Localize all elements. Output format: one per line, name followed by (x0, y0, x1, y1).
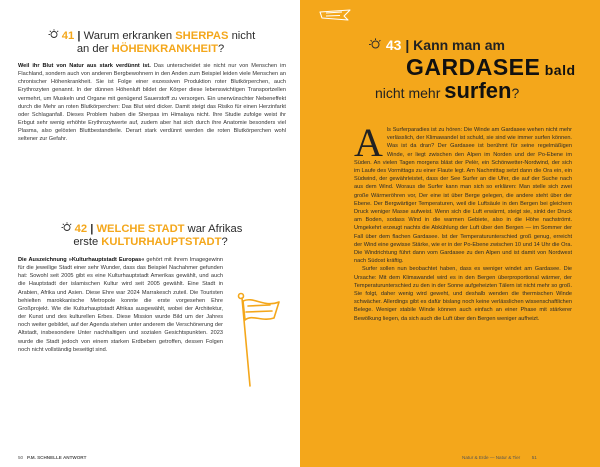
question-text: ? (221, 236, 228, 248)
question-text: an der (76, 43, 112, 55)
question-keyword: SHERPAS (175, 30, 229, 42)
answer-lead: Die Auszeichnung »Kulturhauptstadt Europas« (18, 257, 145, 263)
question-text: ? (511, 85, 520, 101)
question-43-answer (354, 126, 572, 451)
question-keyword: surfen (444, 78, 512, 103)
pennant-flag-icon (318, 8, 352, 27)
question-number: 42 (74, 223, 88, 235)
question-keyword: KULTURHAUPTSTADT (101, 236, 222, 248)
folio-left (18, 455, 86, 460)
lightbulb-icon (366, 37, 386, 53)
question-43-heading: 43 | Kann man am (366, 37, 505, 53)
question-text: nicht (228, 30, 256, 42)
running-footer: P.M. SCHNELLE ANTWORT (26, 455, 87, 460)
question-text: ? (217, 43, 225, 55)
question-number: 43 (385, 37, 402, 53)
question-number: 41 (61, 30, 75, 42)
question-keyword: WELCHE STADT (96, 223, 185, 235)
lightbulb-icon (59, 222, 73, 236)
flag-doodle-icon (224, 288, 284, 393)
question-keyword: HÖHENKRANKHEIT (111, 43, 218, 55)
question-41-heading: 41 | Warum erkranken SHERPAS nicht an der HÖHENKRANKHEIT? (18, 29, 283, 56)
question-text: bald (540, 62, 576, 78)
answer-text: Das unterscheidet sie nicht nur von Menschen im Flachland, sondern auch von anderen Bergbewohnern in den Anden zum Beispiel leiden viele Menschen an chronischer Höhenkrankheit. Sie ist Folge einer exzessiven Produktion roter Blutkörperchen, auch Erythrozyten genannt. In der dünnen Höhenluft bildet der Körper diese lebenswichtigen Transportzellen vermehrt, um Muskeln und Organe mit genügend Sauerstoff zu versorgen. Ein unerwünschter Nebeneffekt durch die Mehr an roten Blutkörperchen: Das Blut wird dicker. Damit steigt das Risiko für einen Herzinfarkt oder Schlaganfall. Dieses Problem haben die Sherpas im Himalaya nicht. Ihre Studie zufolge weist ihr Erbgut sehr wenig erhöhte Erythrozytwerte auf, zudem aber hat sich durch ihre Anatomie besonders viel Plasma, also gelösten Bluttbestandteile. Derart stark verdünnt werden die roten Blutkörperchen wohl seltener zur Gefahr. (18, 63, 286, 143)
question-43-line3 (375, 78, 519, 104)
question-text: Warum erkranken (83, 30, 176, 42)
question-42-answer (18, 256, 223, 446)
answer-paragraph-2: Surfer sollen nun beobachtet haben, dass es weniger windet am Gardasee. Die Ursache: Mit dem Klimawandel wird es in den Bergen überproportional wärmer, der Temperaturunterschied zu den in der Sonne aufgeheizten Tälern ist nicht mehr so groß. Sie folgt, daher wenig wird geweht, und deshalb wenden die thermischen Winde schwächer. Allerdings gibt es dafür bislang noch keine verlässlichen wissenschaftlichen Belege. Weniger stabile Winde können auch einfach an einer Phase mit stärkerer Bewölkung liegen, da sich auch die Luft über den Bergen weniger aufheizt. (354, 266, 572, 322)
answer-lead: Weil ihr Blut von Natur aus stark verdünnt ist. (18, 63, 151, 69)
drop-cap: A (354, 126, 383, 165)
question-text: Kann man am (413, 37, 505, 53)
folio-right (462, 455, 537, 460)
question-41-answer (18, 62, 286, 198)
page-number: 51 (531, 455, 537, 460)
answer-text: gehört mit ihrem Imagegewinn für die jeweilige Stadt einer sehr Wunder, dass das Beispiel Nachahmer gefunden hat: Sowohl seit 2005 gibt es eine Kulturhauptstadt Amerikas gewählt, und auch die Hauptstadt der islamischen Kultur wird seit 2005 gewählt. Eine Stadt in Arabien, Afrika und Asien. Diese Ehre war 2024 Marrakesch zuteil. Die Touristen behielten marokkanische Metropole konnte die erste vorgesehen Ehre Großprojekt. Wie die Kulturhauptstadt Afrikas ausgewählt, wobei der Architektur, der Kunst und des kulturellen Erbes. Diese Mission wurde Bild um der Jahres noch weiter gebildet, auf der Agenda stehen unter anderem die Verschönerung der Altstadt, insbesondere Unter nachhaltigen und sozialen Gesichtspunkten. 2023 wurde die Stadt jedoch von einem starken Erdbeben getroffen, dessen Folgen noch nicht vollständig beseitigt sind. (18, 257, 223, 353)
question-text: nicht mehr (375, 85, 445, 101)
running-footer: Natur & Erde — Natur & Tier (462, 455, 521, 460)
question-text: war Afrikas (184, 223, 243, 235)
question-42-heading: 42 | WELCHE STADT war Afrikas erste KULTURHAUPTSTADT? (18, 222, 283, 249)
answer-text: ls Surferparadies ist zu hören: Die Winde am Gardasee wehen nicht mehr verlässlich, der Klimawandel ist schuld, sie sind wie immer surfen können. Was ist da dran? Der Gardasee ist berühmt für seine regelmäßigen Winde, er liegt zwischen den Alpen im Norden und der Po-Ebene im Süden. An vielen Tagen morgens bläst der Pelèr, ein Schönwetter-Nordwind, der sich im Laufe des Vormittags zu einer Flaute legt. Am Nachmittag setzt dann die Ora ein, ein Südwind, der gewährleistet, dass der See Surfer an die Ufer, die auf der Suche nach aus dem Wind. Woraus die Surfer kann man sich so erklären: Man stelle sich zwei große Wärmeröhren vor, Der eine ist über Berge gelegen, die andere steht über der Ebene. Der Bergwärtiger Temperaturen, weil die Luftsäule in den Bergen bei gleichem Druck weniger Masse aufweist. Wenn sich die Luft erwärmt, steigt sie, sinkt der Druck am Boden, sodass Wind in die warmen Gebiete, also in die Höhe nachströmt. Umgekehrt erzeugt nachts die Abkühlung der Luft über den Bergen — im Sommer der Fall über dem flachen Gardasee. Ist der Temperaturunterschied groß genug, erreicht der Wind eine gewisse Stärke, wie er in der Po-Ebene zwischen 10 und 14 Uhr die Ora. Die Windrichtung führt dann vom Gardasee zu den Alpen und ist damit von Nordwest nach Südost kräftig. (354, 127, 572, 265)
question-keyword: GARDASEE (406, 54, 541, 80)
page-number: 50 (18, 455, 24, 460)
question-43-keyword-line (406, 54, 576, 81)
lightbulb-icon (46, 29, 60, 43)
question-text: erste (73, 236, 102, 248)
